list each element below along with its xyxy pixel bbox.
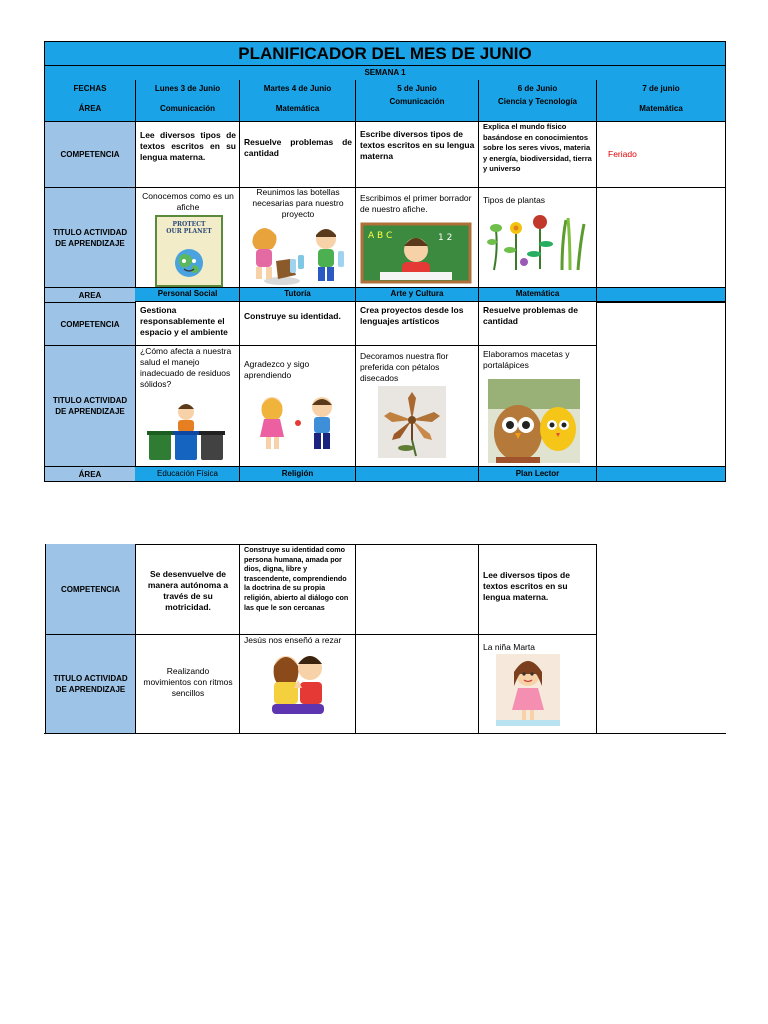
cell [596, 301, 726, 467]
area-label: ÁREA [78, 104, 102, 113]
titulo-text-3: Escribimos el primer borrador de nuestro afiche. [360, 193, 472, 214]
titulo-label: TITULO ACTIVIDAD DE APRENDIZAJE [45, 187, 135, 287]
row2-titulo-3: Decoramos nuestra flor preferida con pétalos disecados [360, 351, 449, 383]
divider [478, 287, 479, 302]
titulo-label-2: TITULO ACTIVIDAD DE APRENDIZAJE [45, 345, 135, 466]
p2-titulo-2: Jesús nos enseñó a rezar [244, 635, 342, 645]
recycling-bins-image [145, 400, 227, 462]
area-row-label-3: ÁREA [45, 466, 135, 481]
cell [596, 544, 726, 734]
row3-area-2: Religión [281, 469, 314, 478]
divider [478, 466, 479, 481]
competencia-text-4: Explica el mundo físico basándose en conocimientos sobre los seres vivos, materia y energía, biodiversidad, tierra y universo [483, 122, 592, 173]
row2-competencia-1: Gestiona responsablemente el espacio y el ambiente [140, 305, 228, 337]
owl-pots-image [488, 379, 580, 463]
divider [239, 466, 240, 481]
day-area-1: Comunicación [159, 104, 216, 113]
day-area-5: Matemática [639, 104, 683, 113]
competencia-text-3: Escribe diversos tipos de textos escritos en su lengua materna [360, 129, 475, 161]
row3-area-1: Educación Física [157, 469, 218, 478]
day-date-2: Martes 4 de Junio [263, 84, 332, 93]
fechas-label: FECHAS [73, 84, 107, 93]
divider [355, 80, 356, 121]
area-row-label: AREA [45, 287, 135, 302]
competencia-text-2: Resuelve problemas de cantidad [244, 137, 352, 158]
week-label: SEMANA 1 [45, 66, 725, 80]
cell [239, 301, 356, 346]
day-date-5: 7 de junio [642, 84, 680, 93]
girl-marta-image [496, 654, 560, 726]
cell [596, 121, 726, 303]
row2-titulo-1: ¿Cómo afecta a nuestra salud el manejo inadecuado de residuos sólidos? [140, 346, 232, 389]
row2-area-3: Arte y Cultura [390, 289, 444, 298]
titulo-text-4: Tipos de plantas [483, 195, 546, 205]
page-title: PLANIFICADOR DEL MES DE JUNIO [45, 42, 725, 66]
titulo-text-2: Reunimos las botellas necesarias para nuestro proyecto [252, 187, 344, 219]
competencia-label: COMPETENCIA [45, 121, 135, 187]
row2-area-2: Tutoría [284, 289, 311, 298]
svg-text:1 2: 1 2 [438, 233, 453, 243]
day-area-3: Comunicación [389, 97, 445, 106]
p2-titulo-1: Realizando movimientos con ritmos sencillos [143, 666, 233, 698]
protect-planet-poster-image [155, 215, 223, 287]
row2-titulo-2: Agradezco y sigo aprendiendo [244, 359, 310, 380]
competencia-label-2: COMPETENCIA [45, 302, 135, 345]
row2-area-4: Matemática [515, 289, 560, 298]
kids-praying-image [264, 650, 334, 722]
day-date-4: 6 de Junio [517, 84, 558, 93]
p2-competencia-4: Lee diversos tipos de textos escritos en su lengua materna. [483, 570, 570, 602]
divider [355, 287, 356, 302]
divider [596, 287, 597, 302]
kids-bottles-image [242, 225, 354, 285]
divider [239, 80, 240, 121]
row2-titulo-4: Elaboramos macetas y portalápices [483, 349, 570, 370]
competencia-label-p2: COMPETENCIA [45, 544, 135, 634]
divider [596, 466, 597, 481]
day-area-2: Matemática [275, 104, 320, 113]
p2-titulo-4: La niña Marta [483, 642, 535, 652]
p2-competencia-1: Se desenvuelve de manera autónoma a través de su motricidad. [147, 569, 229, 612]
boy-chalkboard-image [360, 222, 472, 284]
dried-flower-image [378, 386, 446, 458]
competencia-text-1: Lee diversos tipos de textos escritos en su lengua materna. [140, 130, 236, 162]
day-date-3: 5 de Junio [397, 84, 437, 93]
divider [355, 466, 356, 481]
divider [478, 80, 479, 121]
plants-image [484, 210, 592, 276]
divider [239, 287, 240, 302]
row2-area-1: Personal Social [157, 289, 218, 298]
divider [44, 733, 726, 734]
divider [596, 80, 597, 121]
day-area-4: Ciencia y Tecnología [498, 97, 577, 106]
row2-competencia-2: Construye su identidad. [244, 311, 341, 321]
divider [135, 80, 136, 121]
titulo-text-1: Conocemos como es un afiche [142, 191, 234, 212]
feriado-text: Feriado [608, 149, 637, 159]
cell [355, 634, 479, 734]
day-date-1: Lunes 3 de Junio [154, 84, 221, 93]
svg-text:A B C: A B C [368, 231, 393, 241]
row2-competencia-3: Crea proyectos desde los lenguajes artísticos [360, 305, 464, 326]
kids-greeting-image [246, 393, 350, 453]
row2-competencia-4: Resuelve problemas de cantidad [483, 305, 578, 326]
p2-competencia-2: Construye su identidad como persona humana, amada por dios, digna, libre y trascendente, comprendiendo la doctrina de su propia religión, abierto al diálogo con las que le son cercanas [244, 545, 349, 612]
cell [355, 544, 479, 635]
row3-area-4: Plan Lector [515, 469, 560, 478]
titulo-label-p2: TITULO ACTIVIDAD DE APRENDIZAJE [45, 634, 135, 733]
poster-caption: PROTECT OUR PLANET [166, 221, 212, 235]
